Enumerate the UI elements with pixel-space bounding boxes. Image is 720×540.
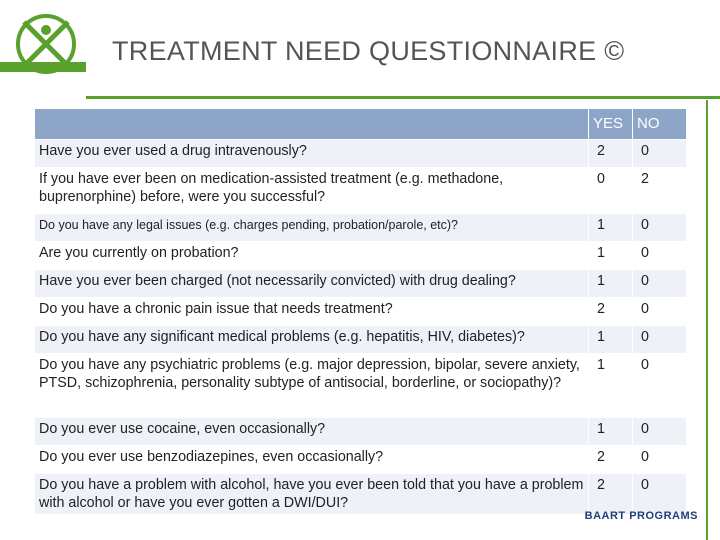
- right-divider: [706, 100, 708, 540]
- footer-brand: BAART PROGRAMS: [584, 510, 698, 522]
- table-row: [35, 298, 687, 326]
- yes-score: 2: [589, 298, 633, 326]
- question-cell: Do you have a problem with alcohol, have you ever been told that you have a problem with alcohol or have you ever gotten a DWI/DUI?: [35, 474, 589, 515]
- table-row: [35, 326, 687, 354]
- table-row: [35, 418, 687, 446]
- no-score: 0: [633, 326, 687, 354]
- question-cell: Have you ever been charged (not necessarily convicted) with drug dealing?: [35, 270, 589, 298]
- yes-score: 0: [589, 168, 633, 214]
- no-score: 0: [633, 214, 687, 242]
- no-score: 0: [633, 354, 687, 418]
- questionnaire-table: [34, 108, 687, 515]
- accent-bar: [0, 62, 86, 72]
- yes-score: 2: [589, 446, 633, 474]
- yes-score: 2: [589, 140, 633, 168]
- yes-score: 1: [589, 214, 633, 242]
- question-cell: Do you ever use cocaine, even occasionally?: [35, 418, 589, 446]
- header-no: NO: [633, 109, 687, 140]
- table-row: [35, 168, 687, 214]
- table-row: [35, 214, 687, 242]
- question-cell: Do you ever use benzodiazepines, even occasionally?: [35, 446, 589, 474]
- no-score: 0: [633, 242, 687, 270]
- table-row: [35, 140, 687, 168]
- no-score: 0: [633, 140, 687, 168]
- yes-score: 1: [589, 354, 633, 418]
- title-divider: [86, 96, 720, 99]
- no-score: 0: [633, 446, 687, 474]
- question-cell: Do you have any psychiatric problems (e.g. major depression, bipolar, severe anxiety, PTSD, schizophrenia, personality subtype of antisocial, borderline, or sociopathy)?: [35, 354, 589, 418]
- table-row: [35, 446, 687, 474]
- table-row: [35, 242, 687, 270]
- yes-score: 1: [589, 270, 633, 298]
- no-score: 2: [633, 168, 687, 214]
- page-title: TREATMENT NEED QUESTIONNAIRE ©: [112, 36, 625, 66]
- no-score: 0: [633, 270, 687, 298]
- yes-score: 1: [589, 326, 633, 354]
- no-score: 0: [633, 418, 687, 446]
- yes-score: 1: [589, 418, 633, 446]
- question-cell: Do you have any significant medical problems (e.g. hepatitis, HIV, diabetes)?: [35, 326, 589, 354]
- table-header-row: [35, 109, 687, 140]
- no-score: 0: [633, 298, 687, 326]
- yes-score: 1: [589, 242, 633, 270]
- header-yes: YES: [589, 109, 633, 140]
- question-cell: Are you currently on probation?: [35, 242, 589, 270]
- question-cell: Do you have a chronic pain issue that needs treatment?: [35, 298, 589, 326]
- header-question: [35, 109, 589, 140]
- question-cell: Do you have any legal issues (e.g. charges pending, probation/parole, etc)?: [35, 214, 589, 242]
- no-score: 0: [633, 474, 687, 515]
- table-row: [35, 474, 687, 515]
- question-cell: Have you ever used a drug intravenously?: [35, 140, 589, 168]
- yes-score: 2: [589, 474, 633, 515]
- table-row: [35, 354, 687, 418]
- table-row: [35, 270, 687, 298]
- question-cell: If you have ever been on medication-assisted treatment (e.g. methadone, buprenorphine) before, were you successful?: [35, 168, 589, 214]
